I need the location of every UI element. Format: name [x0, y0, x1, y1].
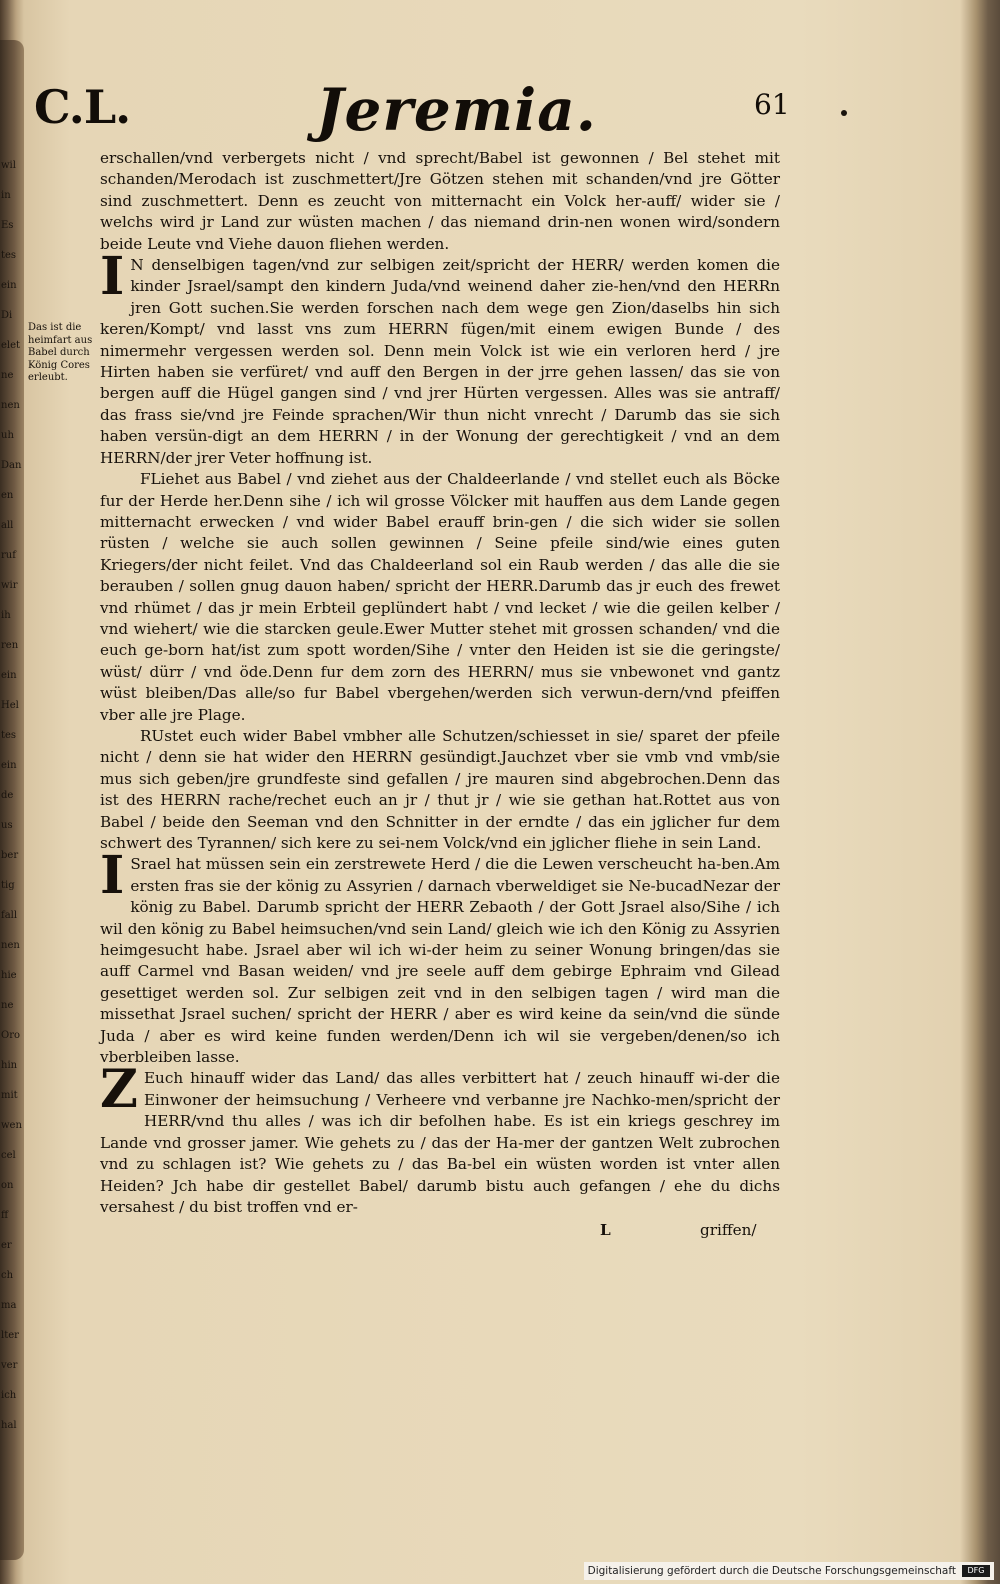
marginal-note: Das ist die heimfart aus Babel durch König Cores erleubt. — [28, 322, 93, 383]
facing-page-fragment: nen — [1, 400, 20, 411]
facing-page-fragment: ber — [1, 850, 19, 861]
facing-page-fragment: ruf — [1, 550, 16, 561]
facing-page-fragment: ren — [1, 640, 19, 651]
facing-page-fragment: elet — [1, 340, 21, 351]
facing-page-fragment: tes — [1, 250, 17, 261]
paragraph: FLiehet aus Babel / vnd ziehet aus der Chaldeerlande / vnd stellet euch als Böcke fur der Herde her.Denn sihe / ich wil grosse Völcker mit hauffen aus dem Lande gegen mitternacht erwecken / vnd wider Babel erauff brin-gen / die sich wider sie sollen rüsten / welche sie auch sollen gewinnen / Seine pfeile sind/wie eines guten Kriegers/der nicht feilet. Vnd das Chaldeerland sol ein Raub werden / das alle die sie berauben / sollen gnug dauon haben/ spricht der HERR.Darumb das jr euch des frewet vnd rhümet / das jr mein Erbteil geplündert habt / vnd lecket / wie die geilen kelber / vnd wiehert/ wie die starcken geule.Ewer Mutter stehet mit grossen schanden/ vnd die euch ge-born hat/ist zum spott worden/Sihe / vnter den Heiden ist sie die geringste/ wüst/ dürr / vnd öde.Denn fur dem zorn des HERRN/ mus sie vnbewonet vnd gantz wüst bleiben/Das alle/so fur Babel vbergehen/werden sich verwun-dern/vnd pfeiffen vber alle jre Plage. — [100, 470, 780, 724]
facing-page-fragment: Di — [1, 310, 13, 321]
main-text — [100, 148, 780, 1242]
facing-page-fragment: hin — [1, 1060, 18, 1071]
signature-mark: L — [600, 1221, 611, 1240]
facing-page-fragment: tes — [1, 730, 17, 741]
facing-page-fragment: in — [1, 190, 11, 201]
facing-page-edge — [0, 40, 24, 1560]
facing-page-fragment: lter — [1, 1330, 19, 1341]
facing-page-fragment: Oro — [1, 1030, 20, 1041]
facing-page-fragment: Hel — [1, 700, 19, 711]
facing-page-fragment: ne — [1, 1000, 14, 1011]
facing-page-fragment: ein — [1, 760, 17, 771]
footer-text: Digitalisierung gefördert durch die Deutsche Forschungsgemeinschaft — [587, 1565, 956, 1577]
paragraph: RUstet euch wider Babel vmbher alle Schutzen/schiesset in sie/ sparet der pfeile nicht / denn sie hat wider den HERRN gesündigt.Jauchzet vber sie vmb vnd vmb/sie mus sich geben/jre grundfeste sind gefallen / jre mauren sind abgebrochen.Denn das ist des HERRN rache/rechet euch an jr / thut jr / wie sie gethan hat.Rottet aus von Babel / beide den Seeman vnd den Schnitter in der erndte / das ein jglicher fur dem schwert des Tyrannen/ sich kere zu sei-nem Volck/vnd ein jglicher fliehe in sein Land. — [100, 726, 780, 852]
facing-page-fragment: ein — [1, 670, 17, 681]
facing-page-fragment: hal — [1, 1420, 17, 1431]
book-title: Jeremia. — [316, 76, 597, 144]
facing-page-fragment: wir — [1, 580, 18, 591]
facing-page-fragment: hie — [1, 970, 17, 981]
catchword: griffen/ — [700, 1221, 757, 1240]
facing-page-fragment: wil — [1, 160, 16, 171]
paragraph: ZEuch hinauff wider das Land/ das alles verbittert hat / zeuch hinauff wi-der die Einwoner der heimsuchung / Verheere vnd verbanne jre Nachko-men/spricht der HERR/vnd thu alles / was ich dir befolhen habe. Es ist ein kriegs geschrey im Lande vnd grosser jamer. Wie gehets zu / das der Ha-mer der gantzen Welt zubrochen vnd zu schlagen ist? Wie gehets zu / das Ba-bel ein wüsten worden ist vnter allen Heiden? Jch habe dir gestellet Babel/ darumb bistu auch gefangen / ehe du dichs versahest / du bist troffen vnd er- — [100, 1059, 780, 1216]
facing-page-fragment: ih — [1, 610, 11, 621]
facing-page-fragment: nen — [1, 940, 20, 951]
facing-page-fragment: Es — [1, 220, 14, 231]
facing-page-fragment: ch — [1, 1270, 14, 1281]
facing-page-fragment: ne — [1, 370, 14, 381]
facing-page-fragment: wen — [1, 1120, 22, 1131]
facing-page-fragment: tig — [1, 880, 15, 891]
facing-page-fragment: fall — [1, 910, 18, 921]
folio-number: 61 — [754, 88, 790, 121]
facing-page-fragment: er — [1, 1240, 12, 1251]
facing-page-fragment: ein — [1, 280, 17, 291]
running-head — [26, 76, 976, 150]
facing-page-fragment: en — [1, 490, 14, 501]
facing-page-fragment: ma — [1, 1300, 17, 1311]
paragraph: ISrael hat müssen sein ein zerstrewete Herd / die die Lewen verscheucht ha-ben.Am ersten fras sie der könig zu Assyrien / darnach vberweldiget sie Ne-bucadNezar der könig zu Babel. Darumb spricht der HERR Zebaoth / der Gott Jsrael also/Sihe / ich wil den könig zu Babel heimsuchen/vnd sein Land/ gleich wie ich den König zu Assyrien heimgesucht habe. Jsrael aber wil ich wi-der heim zu seiner Wonung bringen/das sie auff Carmel vnd Basan weiden/ vnd jre seele auff dem gebirge Ephraim vnd Gilead gesettiget werden sol. Zur selbigen zeit vnd in den selbigen tagen / wird man die missethat Jsrael suchen/ spricht der HERR / aber es wird keine da sein/vnd die sünde Juda / aber es wird keine funden werden/Denn ich wil sie vergeben/denen/so ich vberbleiben lasse. — [100, 845, 780, 1067]
dfg-logo: DFG — [962, 1565, 990, 1577]
facing-page-fragment: all — [1, 520, 14, 531]
facing-page-fragment: Dan — [1, 460, 22, 471]
facing-page-fragment: ff — [1, 1210, 9, 1221]
chapter-number: C.L. — [34, 80, 131, 134]
footer-credit — [584, 1562, 994, 1580]
paragraph: erschallen/vnd verbergets nicht / vnd sprecht/Babel ist gewonnen / Bel stehet mit schanden/Merodach ist zuschmettert/Jre Götzen stehen mit schanden/vnd jre Götter sind zuschmettert. Denn es zeucht von mitternacht ein Volck her-auff/ wider sie / welchs wird jr Land zur wüsten machen / das niemand drin-nen wonen wird/sondern beide Leute vnd Viehe dauon fliehen werden. — [100, 149, 780, 253]
facing-page-fragment: on — [1, 1180, 14, 1191]
facing-page-fragment: cel — [1, 1150, 16, 1161]
paragraph: IN denselbigen tagen/vnd zur selbigen zeit/spricht der HERR/ werden komen die kinder Jsrael/sampt den kindern Juda/vnd weinend daher zie-hen/vnd den HERRn jren Gott suchen.Sie werden forschen nach dem wege gen Zion/daselbs hin sich keren/Kompt/ vnd lasst vns zum HERRN fügen/mit einem ewigen Bunde / des nimermehr vergessen werden sol. Denn mein Volck ist wie ein verloren herd / jre Hirten haben sie verfüret/ vnd auff den Bergen in der jrre gehen lassen/ das sie von bergen auff die Hügel gangen sind / vnd jrer Hürten vergessen. Alles was sie antraff/ das frass sie/vnd jre Feinde sprachen/Wir thun nicht vnrecht / Darumb das sie sich haben versün-digt an dem HERRN / in der Wonung der gerechtigkeit / vnd an dem HERRN/der jrer Veter hoffnung ist. — [100, 246, 780, 467]
facing-page-fragment: us — [1, 820, 13, 831]
ornament-dot — [841, 110, 847, 116]
facing-page-fragment: mit — [1, 1090, 18, 1101]
facing-page-fragment: de — [1, 790, 14, 801]
facing-page-text — [1, 160, 23, 1450]
facing-page-fragment: ich — [1, 1390, 17, 1401]
facing-page-fragment: ver — [1, 1360, 18, 1371]
facing-page-fragment: uh — [1, 430, 14, 441]
